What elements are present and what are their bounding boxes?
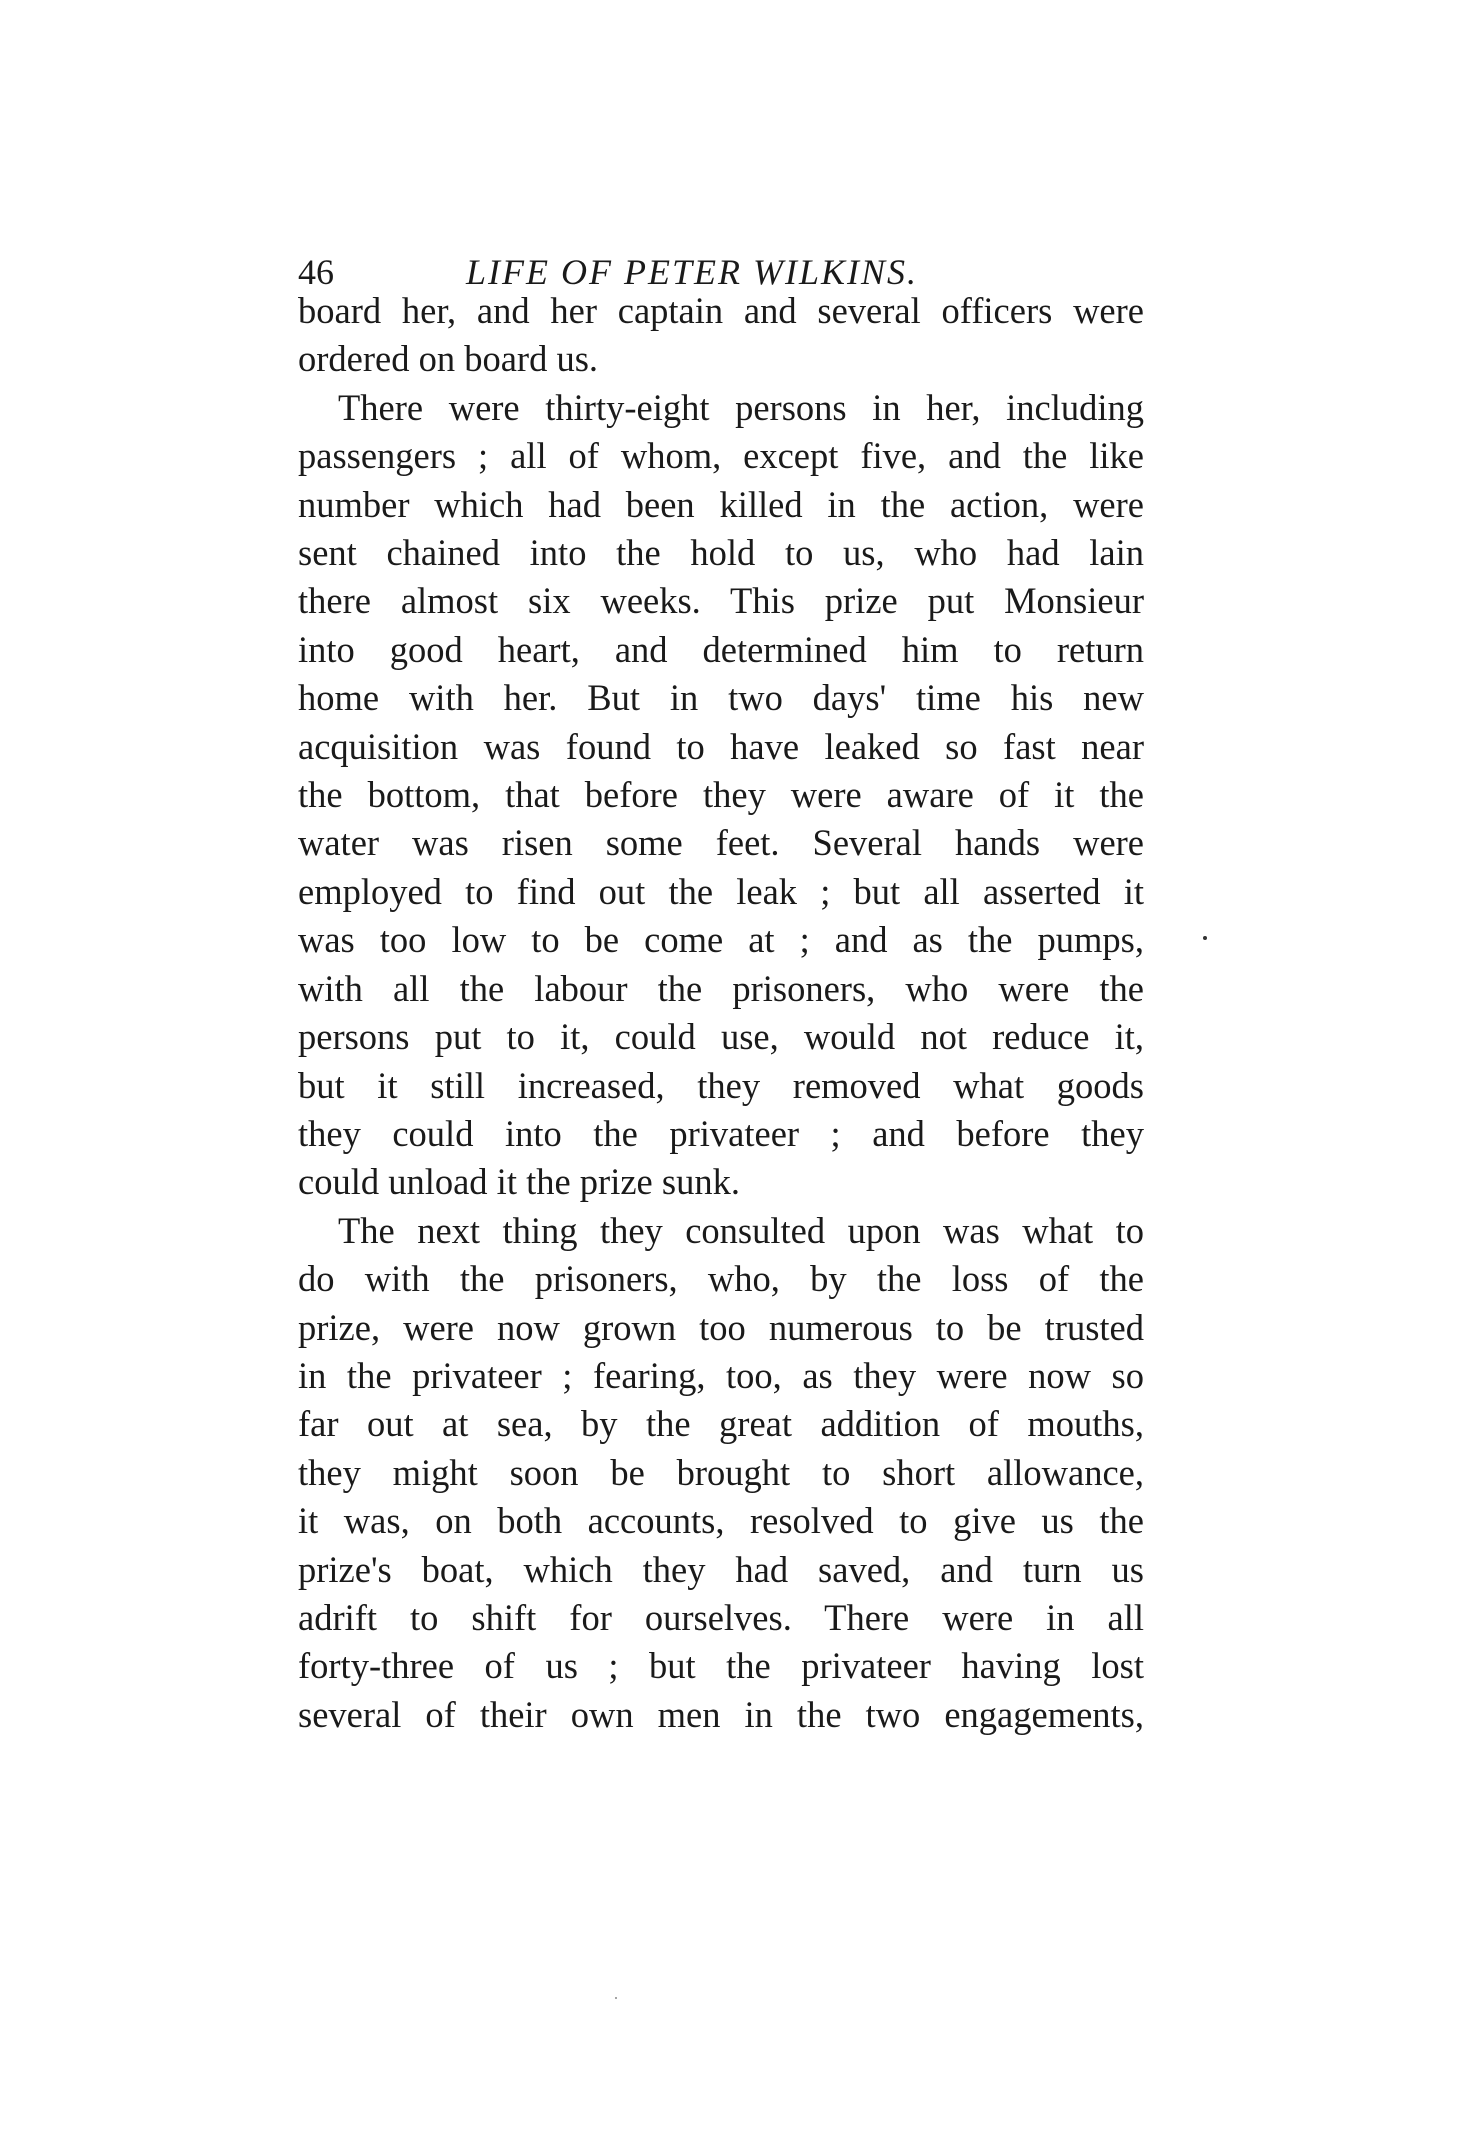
text-line: was too low to be come at ; and as the pumps,	[298, 919, 1144, 961]
ink-speck	[1203, 936, 1207, 940]
text-line: do with the prisoners, who, by the loss of the	[298, 1258, 1144, 1300]
text-line: could unload it the prize sunk.	[298, 1161, 740, 1203]
text-line: with all the labour the prisoners, who were the	[298, 967, 1144, 1009]
text-line: they might soon be brought to short allowance,	[298, 1451, 1144, 1493]
text-line: adrift to shift for ourselves. There were in all	[298, 1596, 1144, 1638]
text-line: water was risen some feet. Several hands were	[298, 822, 1144, 864]
text-line: ordered on board us.	[298, 338, 599, 380]
text-line: board her, and her captain and several officers were	[298, 290, 1144, 331]
text-line: number which had been killed in the action, were	[298, 483, 1144, 525]
ink-speck	[615, 1997, 617, 1999]
text-line: persons put to it, could use, would not reduce it,	[298, 1016, 1144, 1058]
text-line: there almost six weeks. This prize put Monsieur	[298, 580, 1144, 622]
text-line: home with her. But in two days' time his new	[298, 677, 1144, 719]
running-head: LIFE OF PETER WILKINS.	[466, 252, 918, 292]
text-line: forty-three of us ; but the privateer having lost	[298, 1645, 1144, 1687]
text-line: in the privateer ; fearing, too, as they were now so	[298, 1354, 1144, 1396]
text-line: into good heart, and determined him to return	[298, 628, 1144, 670]
body-text	[298, 287, 1144, 1739]
paragraph-start-line: The next thing they consulted upon was what to	[338, 1209, 1144, 1251]
text-line: they could into the privateer ; and before they	[298, 1112, 1144, 1154]
paragraph-start-line: There were thirty-eight persons in her, including	[338, 386, 1144, 428]
text-line: prize's boat, which they had saved, and turn us	[298, 1548, 1144, 1590]
text-line: employed to find out the leak ; but all asserted it	[298, 870, 1144, 912]
text-line: acquisition was found to have leaked so fast near	[298, 725, 1144, 767]
text-line: but it still increased, they removed what goods	[298, 1064, 1144, 1106]
text-line: it was, on both accounts, resolved to give us the	[298, 1500, 1144, 1542]
text-line: sent chained into the hold to us, who had lain	[298, 532, 1144, 574]
text-line: the bottom, that before they were aware of it the	[298, 774, 1144, 816]
page-number: 46	[298, 252, 334, 292]
text-line: far out at sea, by the great addition of mouths,	[298, 1403, 1144, 1445]
text-line: several of their own men in the two engagements,	[298, 1693, 1144, 1735]
text-line: prize, were now grown too numerous to be trusted	[298, 1306, 1144, 1348]
text-line: passengers ; all of whom, except five, and the like	[298, 435, 1144, 477]
